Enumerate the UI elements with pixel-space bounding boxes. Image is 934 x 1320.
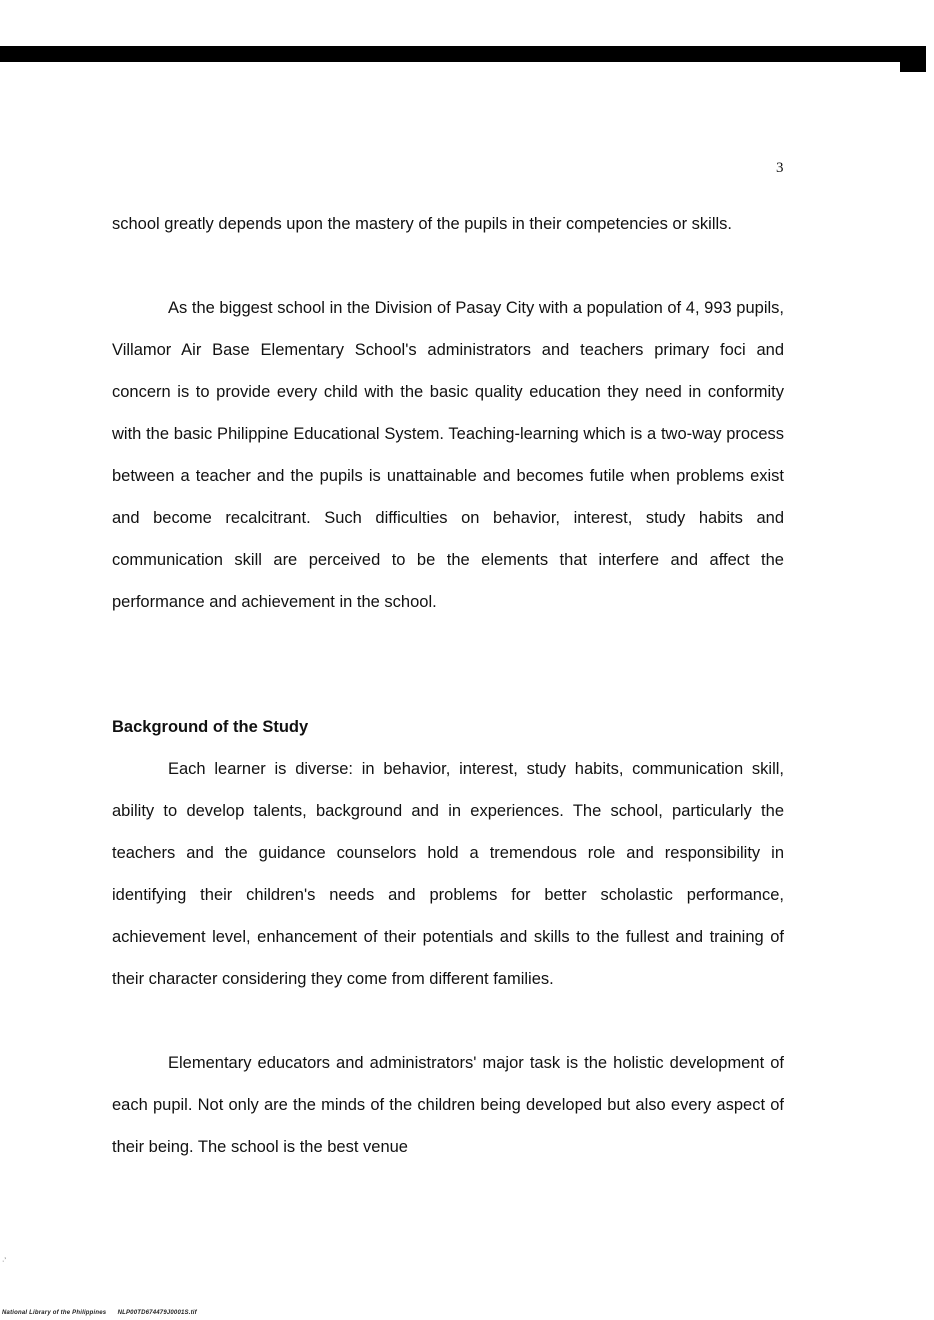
paragraph-continuation: school greatly depends upon the mastery of the pupils in their competencies or skills. bbox=[112, 215, 732, 233]
footer-file-id: NLP00TD674479J0001S.tif bbox=[117, 1310, 197, 1316]
paragraph-school-population: As the biggest school in the Division of Pasay City with a population of 4, 993 pupils, Villamor Air Base Elementary School's administrators and teachers primary foci and concern is to provide every child with the basic quality education they need in conformity with the basic Philippine Educational System. Teaching-learning which is a two-way process between a teacher and the pupils is unattainable and becomes futile when problems exist and become recalcitrant. Such difficulties on behavior, interest, study habits and communication skill are perceived to be the elements that interfere and affect the performance and achievement in the school. bbox=[112, 299, 784, 611]
scan-border-bar bbox=[0, 46, 926, 62]
footer-source: National Library of the Philippines bbox=[2, 1310, 107, 1316]
scan-border-bar-tail bbox=[900, 56, 926, 72]
paragraph-holistic-development: Elementary educators and administrators' major task is the holistic development of each pupil. Not only are the minds of the children being developed but also every aspect of their being. The school is the best venue bbox=[112, 1054, 784, 1156]
section-heading: Background of the Study bbox=[112, 718, 309, 736]
scan-footer bbox=[2, 1310, 197, 1316]
page-number: 3 bbox=[776, 160, 784, 176]
paragraph-learner-diversity: Each learner is diverse: in behavior, interest, study habits, communication skill, ability to develop talents, background and in experiences. The school, particularly the teachers and the guidance counselors hold a tremendous role and responsibility in identifying their children's needs and problems for better scholastic performance, achievement level, enhancement of their potentials and skills to the fullest and training of their character considering they come from different families. bbox=[112, 760, 784, 988]
margin-mark: ·ʼ bbox=[2, 1258, 6, 1265]
